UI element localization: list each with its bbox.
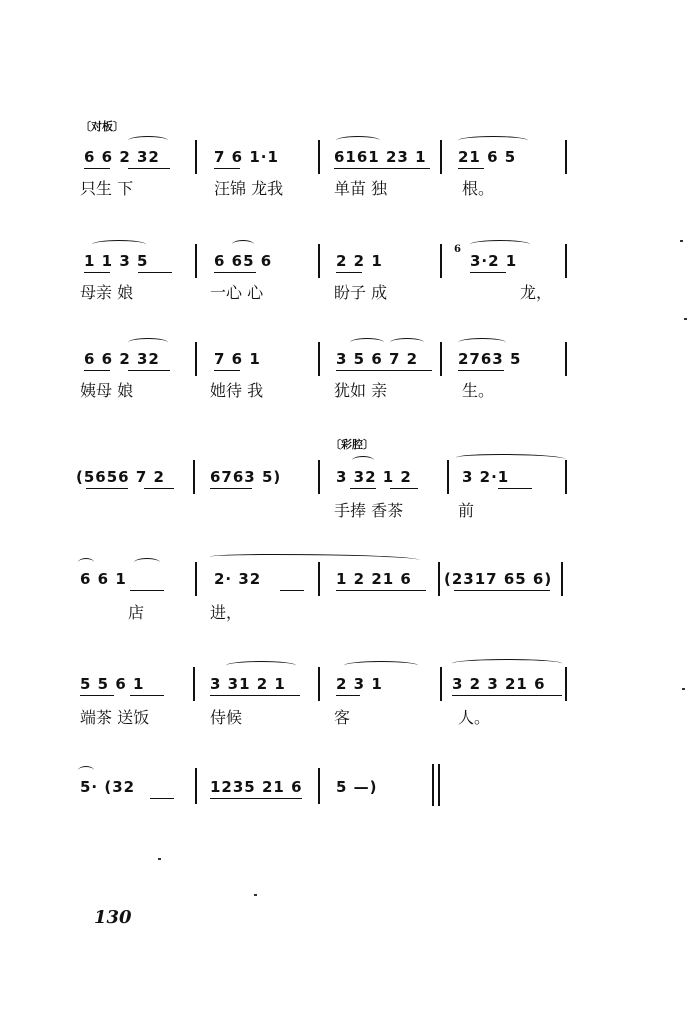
barline xyxy=(440,140,442,174)
measure-notes: 21 6 5 xyxy=(458,148,517,166)
beam xyxy=(336,370,432,371)
measure-lyrics: 侍候 xyxy=(210,708,243,727)
beam xyxy=(84,168,110,169)
measure-notes: 5 —) xyxy=(336,778,378,796)
page-number: 130 xyxy=(94,907,132,928)
measure-lyrics: 店 xyxy=(128,603,145,622)
measure-notes: (2317 65 6) xyxy=(444,570,553,588)
measure-lyrics: 人。 xyxy=(458,708,491,727)
barline xyxy=(195,768,197,804)
slur xyxy=(456,454,566,463)
measure-notes: 3 5 6 7 2 xyxy=(336,350,419,368)
measure-notes: 1 2 21 6 xyxy=(336,570,412,588)
lyrics-row xyxy=(0,498,690,522)
beam xyxy=(138,272,172,273)
scan-speck xyxy=(682,688,685,690)
barline xyxy=(565,342,567,376)
final-double-barline xyxy=(432,764,440,806)
lyrics-row xyxy=(0,378,690,402)
slur xyxy=(336,136,380,145)
measure-lyrics: 母亲 娘 xyxy=(80,283,134,302)
beam xyxy=(130,695,164,696)
measure-lyrics: 手捧 香茶 xyxy=(334,501,404,520)
scan-speck xyxy=(254,894,257,896)
slur xyxy=(470,240,530,249)
slur xyxy=(128,338,168,347)
scan-speck xyxy=(680,240,683,242)
measure-lyrics: 前 xyxy=(458,501,475,520)
beam xyxy=(210,695,300,696)
scan-speck xyxy=(158,858,161,860)
measure-lyrics: 端茶 送饭 xyxy=(80,708,150,727)
measure-notes: 2763 5 xyxy=(458,350,522,368)
scan-speck xyxy=(684,318,687,320)
section-marking: 〔彩腔〕 xyxy=(330,438,374,451)
beam xyxy=(280,590,304,591)
section-marking: 〔对板〕 xyxy=(80,120,124,133)
measure-lyrics: 进， xyxy=(210,603,243,622)
slur xyxy=(350,338,384,347)
measure-notes: 7 6 1 xyxy=(214,350,261,368)
slur xyxy=(352,456,374,465)
slur xyxy=(78,766,94,775)
measure-lyrics: 生。 xyxy=(462,381,495,400)
barline xyxy=(195,140,197,174)
slur xyxy=(452,659,562,668)
beam xyxy=(336,695,360,696)
measure-notes: 1235 21 6 xyxy=(210,778,303,796)
beam xyxy=(84,272,110,273)
measure-lyrics: 姨母 娘 xyxy=(80,381,134,400)
beam xyxy=(214,272,256,273)
measure-notes: 6 6 2 32 xyxy=(84,148,160,166)
measure-notes: 6 65 6 xyxy=(214,252,273,270)
measure-lyrics: 盼子 成 xyxy=(334,283,388,302)
beam xyxy=(128,370,170,371)
barline xyxy=(318,768,320,804)
lyrics-row xyxy=(0,600,690,624)
slur xyxy=(128,136,168,145)
measure-notes: (5656 7 2 xyxy=(76,468,165,486)
slur xyxy=(232,240,254,249)
measure-notes: 3 2 3 21 6 xyxy=(452,675,546,693)
slur xyxy=(458,338,506,347)
beam xyxy=(128,168,170,169)
measure-notes: 5· (32 xyxy=(80,778,136,796)
beam xyxy=(350,488,376,489)
slur xyxy=(210,554,420,563)
measure-lyrics: 她待 我 xyxy=(210,381,264,400)
grace-note: 6 xyxy=(454,244,461,255)
lyrics-row xyxy=(0,280,690,304)
measure-notes: 6 6 2 32 xyxy=(84,350,160,368)
barline xyxy=(438,562,440,596)
measure-lyrics: 客 xyxy=(334,708,351,727)
barline xyxy=(318,244,320,278)
measure-lyrics: 一心 心 xyxy=(210,283,264,302)
barline xyxy=(318,140,320,174)
barline xyxy=(318,342,320,376)
lyrics-row xyxy=(0,705,690,729)
beam xyxy=(144,488,174,489)
beam xyxy=(210,798,302,799)
beam xyxy=(80,695,114,696)
barline xyxy=(447,460,449,494)
beam xyxy=(498,488,532,489)
beam xyxy=(150,798,174,799)
barline xyxy=(565,244,567,278)
barline xyxy=(565,667,567,701)
measure-notes: 3 2·1 xyxy=(462,468,510,486)
measure-notes: 7 6 1·1 xyxy=(214,148,279,166)
barline xyxy=(440,244,442,278)
slur xyxy=(134,558,160,567)
slur xyxy=(92,240,146,249)
barline xyxy=(318,562,320,596)
barline xyxy=(565,460,567,494)
measure-notes: 3 31 2 1 xyxy=(210,675,286,693)
measure-lyrics: 只生 下 xyxy=(80,179,134,198)
beam xyxy=(86,488,128,489)
beam xyxy=(458,168,484,169)
barline xyxy=(195,562,197,596)
slur xyxy=(390,338,424,347)
slur xyxy=(226,661,296,670)
beam xyxy=(452,695,562,696)
measure-notes: 3 32 1 2 xyxy=(336,468,412,486)
barline xyxy=(318,460,320,494)
measure-lyrics: 单苗 独 xyxy=(334,179,388,198)
barline xyxy=(193,667,195,701)
beam xyxy=(210,488,252,489)
measure-notes: 6161 23 1 xyxy=(334,148,427,166)
measure-notes: 1 1 3 5 xyxy=(84,252,149,270)
beam xyxy=(454,590,550,591)
lyrics-row xyxy=(0,176,690,200)
measure-notes: 6763 5) xyxy=(210,468,282,486)
beam xyxy=(214,168,240,169)
barline xyxy=(193,460,195,494)
measure-notes: 2· 32 xyxy=(214,570,262,588)
slur xyxy=(458,136,528,145)
barline xyxy=(195,342,197,376)
barline xyxy=(440,342,442,376)
barline xyxy=(565,140,567,174)
beam xyxy=(214,370,240,371)
beam xyxy=(334,168,430,169)
barline xyxy=(195,244,197,278)
measure-notes: 2 3 1 xyxy=(336,675,383,693)
measure-notes: 5 5 6 1 xyxy=(80,675,145,693)
beam xyxy=(470,272,506,273)
beam xyxy=(336,590,426,591)
beam xyxy=(390,488,418,489)
beam xyxy=(130,590,164,591)
barline xyxy=(561,562,563,596)
slur xyxy=(78,558,94,567)
measure-lyrics: 犹如 亲 xyxy=(334,381,388,400)
barline xyxy=(318,667,320,701)
notes-row xyxy=(0,778,690,802)
measure-lyrics: 根。 xyxy=(462,179,495,198)
measure-notes: 2 2 1 xyxy=(336,252,383,270)
beam xyxy=(336,272,362,273)
beam xyxy=(458,370,504,371)
measure-notes: 3·2 1 xyxy=(470,252,518,270)
beam xyxy=(84,370,110,371)
measure-lyrics: 汪锦 龙我 xyxy=(214,179,284,198)
barline xyxy=(440,667,442,701)
slur xyxy=(344,661,418,670)
measure-lyrics: 龙， xyxy=(520,283,553,302)
measure-notes: 6 6 1 xyxy=(80,570,127,588)
